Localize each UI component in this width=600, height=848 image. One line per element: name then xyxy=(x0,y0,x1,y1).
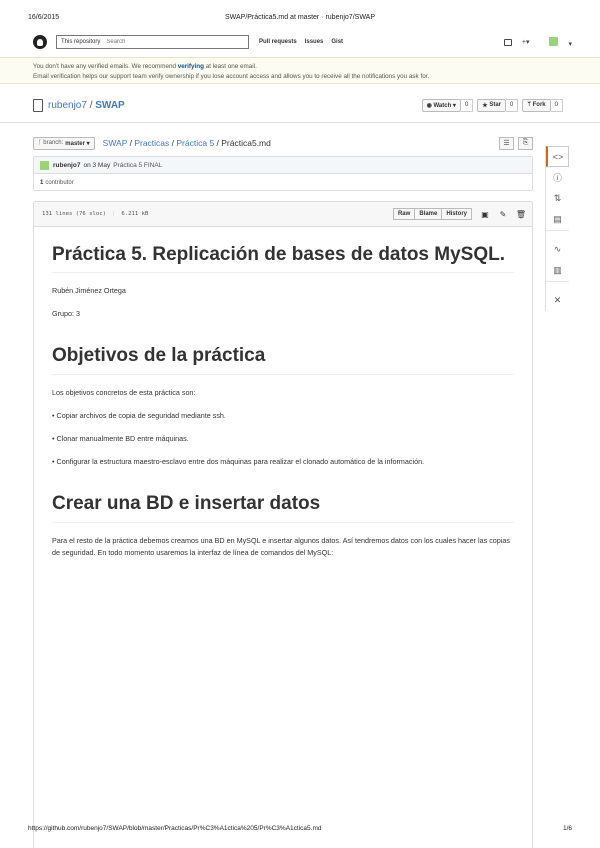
divider xyxy=(0,122,600,123)
latest-commit xyxy=(34,157,532,174)
file-lines: 131 lines (76 sloc) xyxy=(42,211,106,217)
print-footer xyxy=(28,825,572,835)
graphs-icon[interactable]: ▥ xyxy=(553,265,562,275)
avatar[interactable] xyxy=(549,37,558,46)
nav-issues[interactable]: Issues xyxy=(304,39,324,45)
trash-icon[interactable]: 🗑 xyxy=(515,209,527,219)
doc-author: Rubén Jiménez Ortega xyxy=(52,286,126,295)
repo-actions xyxy=(422,99,567,112)
objectives-intro: Los objetivos concretos de esta práctica son: xyxy=(52,388,196,397)
divider xyxy=(546,281,569,290)
list-item: • Clonar manualmente BD entre máquinas. xyxy=(52,434,189,443)
commit-date: on 3 May xyxy=(83,161,111,169)
fork-count[interactable]: 0 xyxy=(551,99,563,112)
search-box[interactable] xyxy=(56,35,249,49)
top-bar xyxy=(28,34,572,50)
code-icon[interactable]: <> xyxy=(546,146,569,167)
markdown-body xyxy=(34,227,532,559)
file-actions xyxy=(394,208,526,220)
print-title: SWAP/Práctica5.md at master · rubenjo7/SWAP xyxy=(224,14,376,21)
print-date: 16/6/2015 xyxy=(28,14,60,21)
fork-button[interactable]: ᛘ Fork xyxy=(522,99,550,112)
file-size: 6.211 kB xyxy=(121,211,149,217)
divider xyxy=(546,230,569,239)
repo-icon xyxy=(33,99,43,112)
raw-button[interactable]: Raw xyxy=(393,208,415,220)
file-nav-buttons xyxy=(499,137,533,150)
contributors xyxy=(34,174,532,191)
flash-line-2: Email verification helps our support team verify ownership if you lose account access and allows you to receive all the notifications you ask for. xyxy=(33,73,430,80)
flash-notice xyxy=(0,57,600,84)
avatar[interactable] xyxy=(40,161,49,170)
print-page-number: 1/6 xyxy=(562,825,572,832)
pulse-icon[interactable]: ∿ xyxy=(553,244,562,254)
desktop-icon[interactable]: ▣ xyxy=(481,209,489,219)
create-new-button[interactable]: +▾ xyxy=(521,39,530,46)
crumb-practicas[interactable]: Practicas xyxy=(134,138,170,148)
search-input[interactable] xyxy=(106,39,186,45)
pencil-icon[interactable]: ✎ xyxy=(499,209,507,219)
user-menu[interactable] xyxy=(539,37,572,48)
settings-icon[interactable]: ✕ xyxy=(553,295,562,305)
issues-icon[interactable]: ⓘ xyxy=(552,173,562,183)
file-header: 131 lines (76 sloc) | 6.211 kB Raw Blame History ▣ ✎ 🗑 xyxy=(34,202,532,227)
chevron-down-icon: ▾ xyxy=(568,40,572,48)
top-icons xyxy=(494,37,572,48)
repo-path-separator: / xyxy=(89,99,93,111)
branch-icon: ᚴ xyxy=(38,140,44,146)
create-db-paragraph: Para el resto de la práctica debemos creamos una BD en MySQL e insertar algunos datos. Así tendremos datos con los cuales hacer las copias de seguridad. En todo momento usaremos la interfaz de línea de comandos del MySQL: xyxy=(52,536,510,557)
top-nav xyxy=(259,39,351,45)
repo-owner-link[interactable]: rubenjo7 xyxy=(48,99,87,111)
repo-name-link[interactable]: SWAP xyxy=(95,99,125,111)
print-header xyxy=(28,14,572,24)
history-button[interactable]: History xyxy=(441,208,472,220)
contributors-label[interactable]: contributor xyxy=(45,179,74,186)
crumb-practica-5[interactable]: Práctica 5 xyxy=(176,138,215,148)
repo-header xyxy=(33,95,567,115)
crumb-current-file: Práctica5.md xyxy=(221,138,271,148)
repo-sidebar xyxy=(545,146,569,311)
verifying-link[interactable]: verifying xyxy=(177,63,204,70)
pull-requests-icon[interactable]: ⇅ xyxy=(553,193,562,203)
watch-count[interactable]: 0 xyxy=(461,99,473,112)
heading-create-db: Crear una BD e insertar datos xyxy=(52,492,514,523)
breadcrumb: SWAP / Practicas / Práctica 5 / Práctica5.md xyxy=(102,138,271,148)
heading-objectives: Objetivos de la práctica xyxy=(52,344,514,375)
list-item: • Copiar archivos de copia de seguridad mediante ssh. xyxy=(52,411,226,420)
file-viewer xyxy=(33,201,533,848)
star-button[interactable]: ★ Star xyxy=(477,99,506,112)
notifications-icon[interactable] xyxy=(504,39,512,46)
github-logo-icon[interactable] xyxy=(33,35,47,49)
list-item: • Configurar la estructura maestro-esclavo entre dos máquinas para realizar el clonado automático de la información. xyxy=(52,457,425,466)
eye-icon: ◉ xyxy=(426,102,434,109)
wiki-icon[interactable]: ▤ xyxy=(553,214,562,224)
commit-author[interactable]: rubenjo7 xyxy=(53,161,81,169)
search-scope[interactable]: This repository xyxy=(61,39,101,45)
crumb-swap[interactable]: SWAP xyxy=(102,138,128,148)
commit-tease xyxy=(33,156,533,191)
star-icon: ★ xyxy=(482,102,490,109)
fork-icon: ᛘ xyxy=(527,102,533,108)
copy-path-icon[interactable]: ⎘ xyxy=(518,137,533,150)
file-navigation xyxy=(33,136,533,150)
doc-title: Práctica 5. Replicación de bases de datos MySQL. xyxy=(52,243,514,273)
star-count[interactable]: 0 xyxy=(506,99,518,112)
doc-group: Grupo: 3 xyxy=(52,309,80,318)
repo-path xyxy=(48,100,125,111)
branch-select-button[interactable]: ᚴ branch: master ▾ xyxy=(33,137,95,150)
watch-button[interactable]: ◉ Watch ▾ xyxy=(422,99,461,112)
blame-button[interactable]: Blame xyxy=(414,208,442,220)
nav-gist[interactable]: Gist xyxy=(331,39,344,45)
list-icon[interactable]: ☰ xyxy=(499,137,514,150)
print-url: https://github.com/rubenjo7/SWAP/blob/master/Practicas/Pr%C3%A1ctica%205/Pr%C3%A1ctica5.md xyxy=(28,825,322,832)
nav-pull-requests[interactable]: Pull requests xyxy=(259,39,297,45)
contributors-count: 1 xyxy=(40,179,44,186)
flash-line-1: You don't have any verified emails. We recommend verifying at least one email. xyxy=(33,63,257,70)
commit-message[interactable]: Práctica 5 FINAL xyxy=(113,161,163,169)
